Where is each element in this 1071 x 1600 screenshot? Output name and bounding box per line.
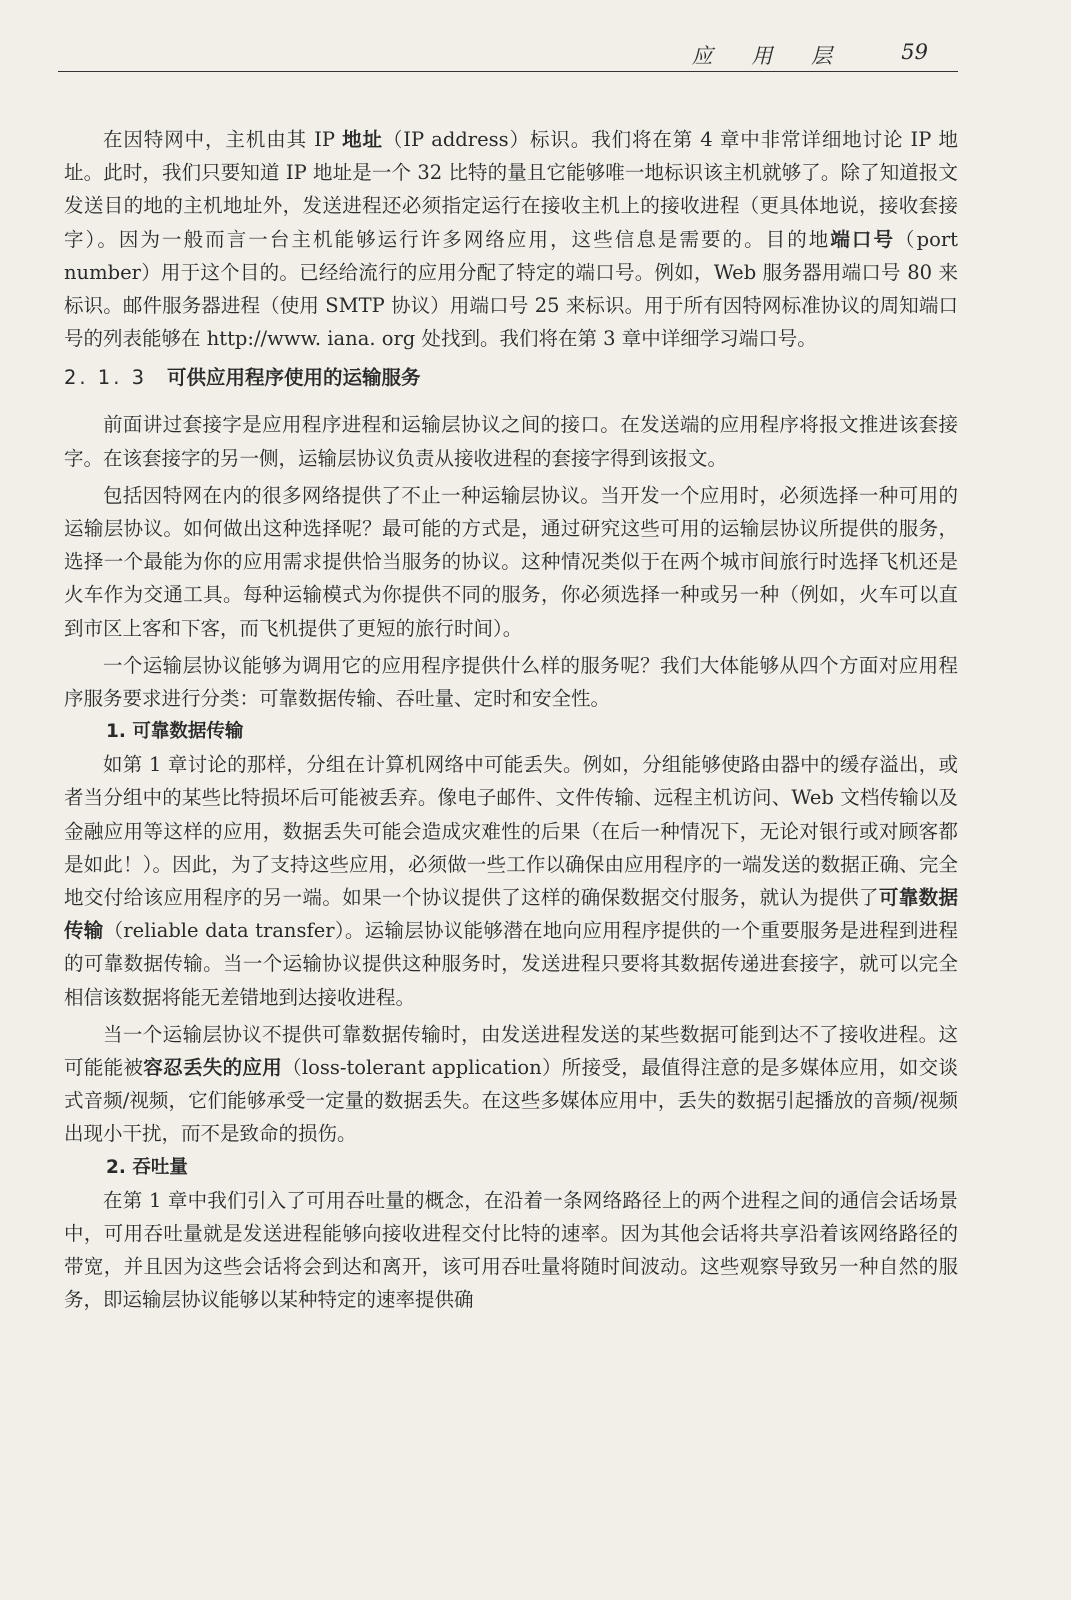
term-reliable-data-transfer: 可靠数据传输 [64,886,958,943]
text-span: （reliable data transfer）。运输层协议能够潜在地向应用程序提供的一个重要服务是进程到进程的可靠数据传输。当一个运输协议提供这种服务时，发送进程只要将其数据传递进套接字，就可以完全相信该数据将能无差错地到达接收进程。 [64,919,958,1009]
paragraph-reliable-transfer [64,748,958,1014]
term-address: 地址 [342,128,383,151]
text-span: 在因特网中，主机由其 IP [103,128,343,151]
chapter-title: 应 用 层 [691,44,848,68]
text-span: 如第 1 章讨论的那样，分组在计算机网络中可能丢失。例如，分组能够使路由器中的缓存溢出，或者当分组中的某些比特损坏后可能被丢弃。像电子邮件、文件传输、远程主机访问、Web 文档传输以及金融应用等这样的应用，数据丢失可能会造成灾难性的后果（在后一种情况下，无论对银行或对顾客都是如此！）。因此，为了支持这些应用，必须做一些工作以确保由应用程序的一端发送的数据正确、完全地交付给该应用程序的另一端。如果一个协议提供了这样的确保数据交付服务，就认为提供了 [64,753,958,910]
text-span: 当一个运输层协议不提供可靠数据传输时，由发送进程发送的某些数据可能到达不了接收进程。这可能能被 [64,1022,958,1080]
section-title: 可供应用程序使用的运输服务 [167,366,421,390]
text-span: （IP address）标识。我们将在第 4 章中非常详细地讨论 IP 地址。此时，我们只要知道 IP 地址是一个 32 比特的量且它能够唯一地标识该主机就够了。除了知道报文发送目的地的主机地址外，发送进程还必须指定运行在接收主机上的接收进程（更具体地说，接收套接字）。因为一般而言一台主机能够运行许多网络应用，这些信息是需要的。目的地 [64,128,958,251]
term-loss-tolerant-application: 容忍丢失的应用 [143,1056,283,1080]
term-port-number: 端口号 [830,227,896,251]
paragraph-socket-interface: 前面讲过套接字是应用程序进程和运输层协议之间的接口。在发送端的应用程序将报文推进该套接字。在该套接字的另一侧，运输层协议负责从接收进程的套接字得到该报文。 [64,413,958,470]
paragraph-service-categories: 一个运输层协议能够为调用它的应用程序提供什么样的服务呢？我们大体能够从四个方面对应用程序服务要求进行分类：可靠数据传输、吞吐量、定时和安全性。 [64,653,958,711]
subheading-throughput: 2. 吞吐量 [106,1156,188,1178]
paragraph-loss-tolerant [64,1018,958,1151]
page-number: 59 [901,40,928,64]
text-span: （loss-tolerant application）所接受，最值得注意的是多媒体应用，如交谈式音频/视频，它们能够承受一定量的数据丢失。在这些多媒体应用中，丢失的数据引起播放的音频/视频出现小干扰，而不是致命的损伤。 [64,1056,958,1146]
subheading-reliable-transfer: 1. 可靠数据传输 [106,721,244,743]
paragraph-choose-protocol: 包括因特网在内的很多网络提供了不止一种运输层协议。当开发一个应用时，必须选择一种可用的运输层协议。如何做出这种选择呢？最可能的方式是，通过研究这些可用的运输层协议所提供的服务，选择一个最能为你的应用需求提供恰当服务的协议。这种情况类似于在两个城市间旅行时选择飞机还是火车作为交通工具。每种运输模式为你提供不同的服务，你必须选择一种或另一种（例如，火车可以直到市区上客和下客，而飞机提供了更短的旅行时间）。 [64,483,958,640]
section-number: 2. 1. 3 [64,366,148,390]
paragraph-ip-address [64,123,958,355]
section-heading [64,362,958,394]
text-span: （port number）用于这个目的。已经给流行的应用分配了特定的端口号。例如，Web 服务器用端口号 80 来标识。邮件服务器进程（使用 SMTP 协议）用端口号 25 来标识。用于所有因特网标准协议的周知端口号的列表能够在 http://www. iana. org 处找到。我们将在第 3 章中详细学习端口号。 [64,227,958,351]
running-header [58,38,958,72]
paragraph-throughput: 在第 1 章中我们引入了可用吞吐量的概念，在沿着一条网络路径上的两个进程之间的通信会话场景中，可用吞吐量就是发送进程能够向接收进程交付比特的速率。因为其他会话将共享沿着该网络路径的带宽，并且因为这些会话将会到达和离开，该可用吞吐量将随时间波动。这些观察导致另一种自然的服务，即运输层协议能够以某种特定的速率提供确 [64,1188,958,1312]
page-body [64,123,958,1317]
